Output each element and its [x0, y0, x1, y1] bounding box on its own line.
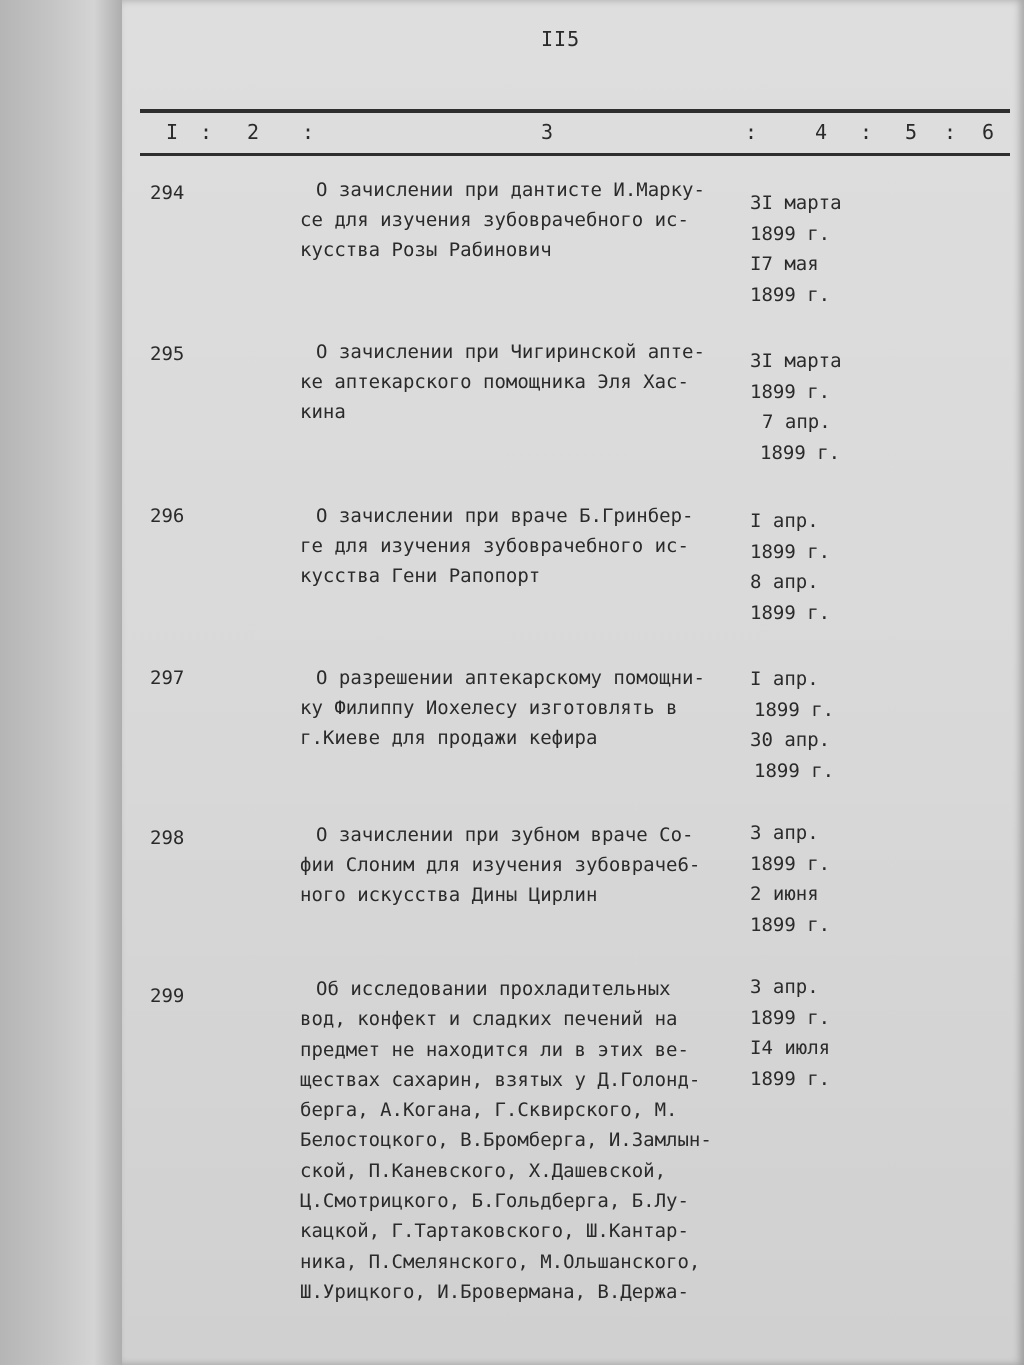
- date-line: 1899 г.: [760, 441, 841, 464]
- entry-number: 299: [150, 985, 185, 1007]
- description-line: фии Слоним для изучения зубовраче6-: [300, 854, 701, 876]
- column-separator: :: [302, 120, 315, 144]
- description-line: О зачислении при враче Б.Гринбер-: [316, 505, 694, 527]
- description-line: кацкой, Г.Тартаковского, Ш.Кантар-: [300, 1220, 689, 1243]
- date-line: 1899 г.: [750, 283, 831, 306]
- entry-number: 298: [150, 827, 185, 849]
- date-line: 30 апр.: [750, 729, 831, 751]
- date-line: 8 апр.: [750, 571, 819, 593]
- date-line: I апр.: [750, 668, 819, 690]
- entry-number: 297: [150, 667, 185, 689]
- description-line: ке аптекарского помощника Эля Хас-: [300, 371, 689, 393]
- entry-dates: [750, 664, 834, 786]
- date-line: 3I марта: [750, 350, 842, 372]
- date-line: 1899 г.: [750, 1067, 831, 1090]
- description-line: ку Филиппу Иохелесу изготовлять в: [300, 697, 678, 719]
- header-rule-bottom: [140, 153, 1010, 156]
- date-line: 3 апр.: [750, 976, 819, 998]
- header-rule-top: [140, 109, 1010, 113]
- date-line: 1899 г.: [750, 540, 831, 563]
- entry-description: [300, 663, 705, 753]
- column-separator: :: [944, 120, 957, 144]
- date-line: 2 июня: [750, 883, 819, 905]
- description-line: кусства Гени Рапопорт: [300, 565, 541, 587]
- entry-dates: [750, 818, 830, 940]
- book-gutter: [0, 0, 125, 1365]
- entry-dates: [750, 346, 842, 468]
- entry-dates: [750, 188, 842, 310]
- date-line: 1899 г.: [750, 222, 831, 245]
- entry-description: [300, 175, 705, 265]
- date-line: 1899 г.: [754, 698, 835, 721]
- column-header-6: 6: [982, 120, 995, 144]
- description-line: берга, А.Когана, Г.Сквирского, М.: [300, 1099, 678, 1122]
- entry-description: [300, 974, 712, 1307]
- description-line: О зачислении при зубном враче Со-: [316, 824, 694, 846]
- column-separator: :: [745, 120, 758, 144]
- date-line: 1899 г.: [750, 852, 831, 875]
- entry-description: [300, 337, 705, 427]
- entry-dates: [750, 972, 830, 1094]
- column-header-2: 2: [247, 120, 260, 144]
- description-line: ществах сахарин, взятых у Д.Голонд-: [300, 1068, 701, 1091]
- entry-description: [300, 820, 700, 910]
- description-line: предмет не находится ли в этих ве-: [300, 1038, 689, 1061]
- description-line: ской, П.Каневского, Х.Дашевской,: [300, 1159, 667, 1182]
- column-header-5: 5: [905, 120, 918, 144]
- page-number: II5: [541, 27, 581, 51]
- description-line: О зачислении при Чигиринской апте-: [316, 341, 705, 363]
- description-line: О разрешении аптекарскому помощни-: [316, 667, 705, 689]
- entry-description: [300, 501, 694, 591]
- date-line: I4 июля: [750, 1037, 831, 1059]
- date-line: 1899 г.: [750, 380, 831, 403]
- description-line: Ш.Урицкого, И.Бровермана, В.Держа-: [300, 1280, 689, 1303]
- column-header-1: I: [166, 120, 179, 144]
- date-line: 3I марта: [750, 192, 842, 214]
- date-line: I7 мая: [750, 253, 819, 275]
- column-header-4: 4: [815, 120, 828, 144]
- entry-dates: [750, 506, 830, 628]
- date-line: 1899 г.: [750, 1006, 831, 1029]
- description-line: Об исследовании прохладительных: [316, 978, 671, 1000]
- description-line: вод, конфект и сладких печений на: [300, 1008, 678, 1031]
- description-line: Ц.Смотрицкого, Б.Гольдберга, Б.Лу-: [300, 1190, 689, 1213]
- date-line: 7 апр.: [762, 411, 831, 433]
- description-line: се для изучения зубоврачебного ис-: [300, 209, 689, 231]
- column-separator: :: [860, 120, 873, 144]
- date-line: 3 апр.: [750, 822, 819, 844]
- date-line: 1899 г.: [754, 759, 835, 782]
- description-line: г.Киеве для продажи кефира: [300, 727, 598, 749]
- column-header-3: 3: [541, 120, 554, 144]
- column-separator: :: [200, 120, 213, 144]
- description-line: О зачислении при дантисте И.Марку-: [316, 179, 705, 201]
- date-line: 1899 г.: [750, 913, 831, 936]
- description-line: Белостоцкого, В.Бромберга, И.Замлын-: [300, 1129, 712, 1152]
- description-line: ного искусства Дины Цирлин: [300, 884, 598, 906]
- entry-number: 296: [150, 505, 185, 527]
- description-line: кусства Розы Рабинович: [300, 239, 552, 261]
- entry-number: 294: [150, 182, 185, 204]
- description-line: ге для изучения зубоврачебного ис-: [300, 535, 689, 557]
- date-line: I апр.: [750, 510, 819, 532]
- description-line: кина: [300, 401, 346, 423]
- entry-number: 295: [150, 343, 185, 365]
- date-line: 1899 г.: [750, 601, 831, 624]
- description-line: ника, П.Смелянского, М.Ольшанского,: [300, 1250, 701, 1273]
